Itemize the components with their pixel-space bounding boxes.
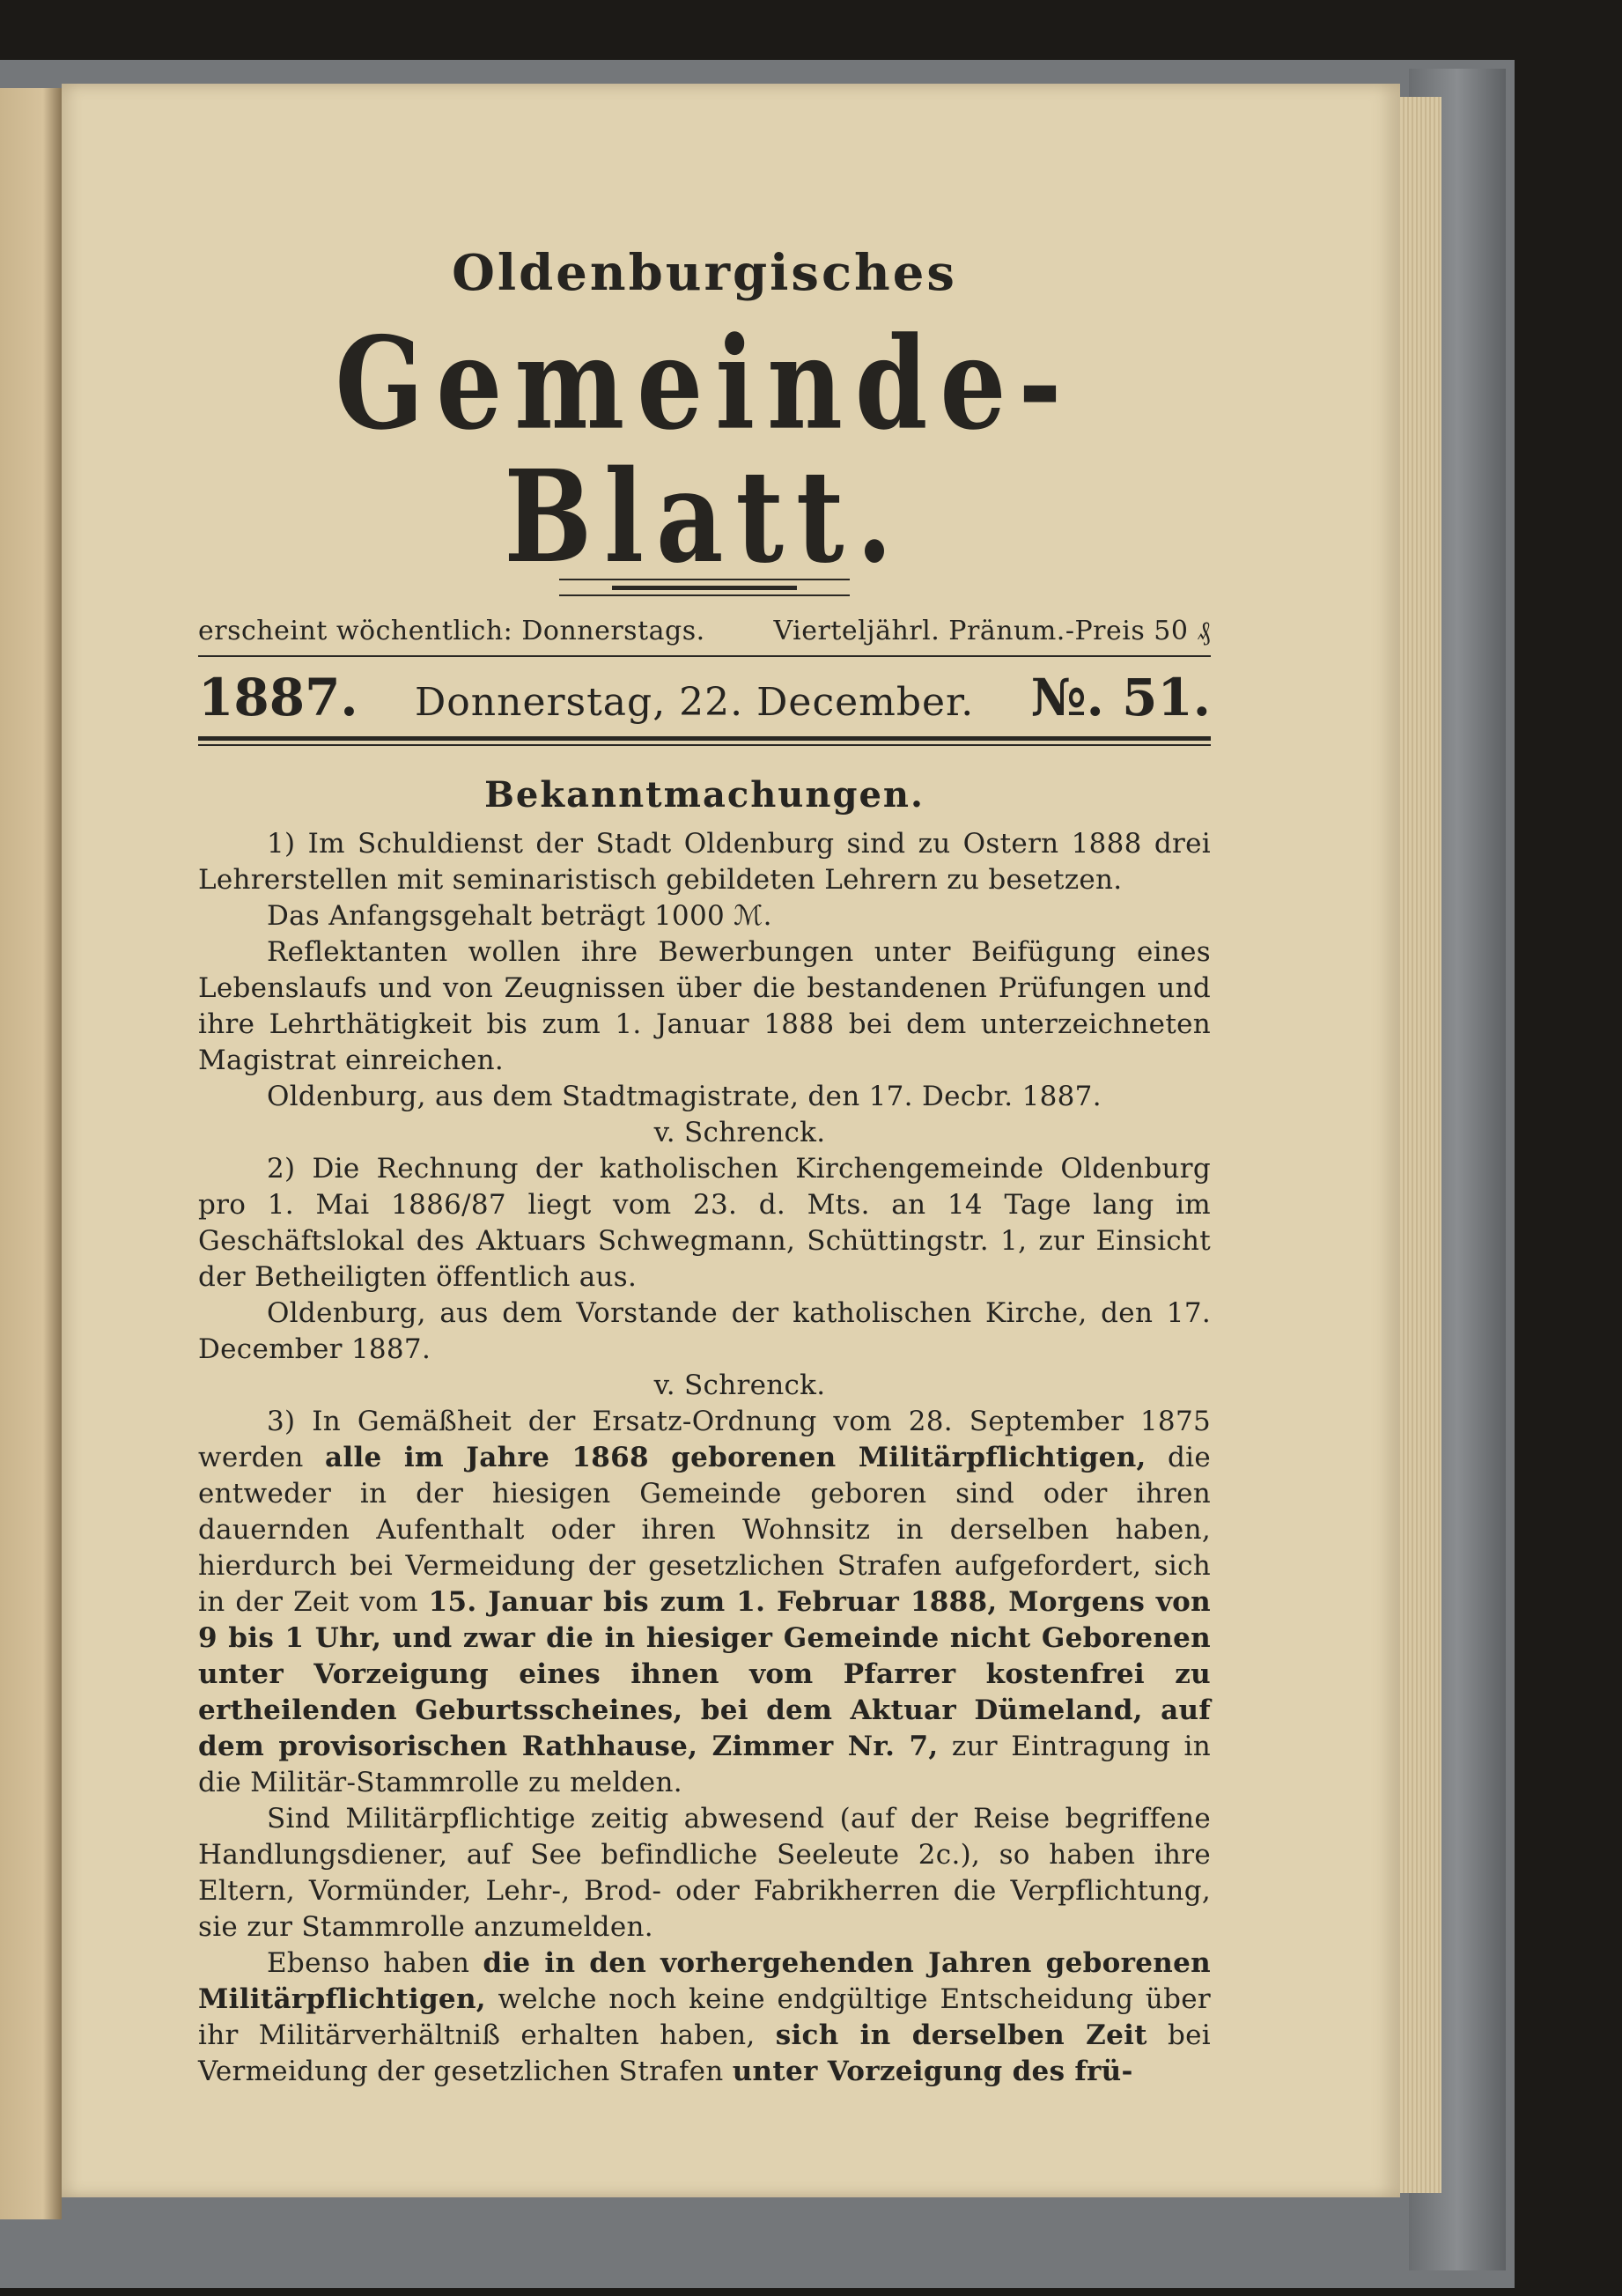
masthead-small-title: Oldenburgisches [452, 244, 957, 302]
notice-3-paragraph [198, 1404, 1211, 1801]
issue-year: 1887. [198, 668, 358, 728]
notice-2-place-date: Oldenburg, aus dem Vorstande der katholischen Kirche, den 17. December 1887. [198, 1297, 1211, 1366]
notice-1-paragraph: 1) Im Schuldienst der Stadt Oldenburg sind zu Ostern 1888 drei Lehrerstellen mit seminaristisch gebildeten Lehrern zu besetzen. [198, 828, 1211, 897]
page-content [198, 244, 1211, 2090]
notice-2-paragraph: 2) Die Rechnung der katholischen Kirchengemeinde Oldenburg pro 1. Mai 1886/87 liegt vom 23. d. Mts. an 14 Tage lang im Geschäftslokal des Aktuars Schwegmann, Schüttingstr. 1, zur Einsicht der Betheiligten öffentlich aus. [198, 1153, 1211, 1294]
newspaper-page [62, 84, 1400, 2197]
notice-1-salary: Das Anfangsgehalt beträgt 1000 ℳ. [267, 900, 772, 933]
masthead-title: Gemeinde-Blatt. [335, 307, 1074, 591]
page-stack-edges [1396, 97, 1441, 2193]
subscription-price: Vierteljährl. Pränum.-Preis 50 ₰ [773, 616, 1211, 647]
divider-thin [198, 744, 1211, 746]
notice-1-place-date: Oldenburg, aus dem Stadtmagistrate, den 17. Decbr. 1887. [267, 1081, 1102, 1113]
issue-date: Donnerstag, 22. December. [415, 680, 975, 726]
divider [198, 655, 1211, 657]
notice-3-text: die entweder in der hiesigen Gemeinde geboren sind oder ihren dauernden Aufenthalt oder ihren Wohnsitz in derselben haben, hierdurch bei Vermeidung der gesetzlichen Strafen aufgefordert, sich in der Zeit vom [198, 1442, 1211, 1619]
issue-number: №. 51. [1030, 668, 1211, 728]
notice-3-bold: 15. Januar bis zum 1. Februar 1888, Morgens von 9 bis 1 Uhr, und zwar die in hiesiger Gemeinde nicht Geborenen unter Vorzeigung eines ihnen vom Pfarrer kostenfrei zu ertheilenden Geburtsscheines, bei dem Aktuar Dümeland, auf dem provisorischen Rathhause, Zimmer Nr. 7, [198, 1586, 1211, 1763]
section-title: Bekanntmachungen. [484, 774, 925, 816]
masthead-ornament [559, 577, 850, 598]
notice-3-text: Ebenso haben [267, 1947, 483, 1980]
left-page-edge [0, 88, 62, 2219]
notice-3-text: bei Vermeidung der gesetzlichen Strafen [198, 2019, 1211, 2088]
notice-3-bold: alle im Jahre 1868 geborenen Militärpflichtigen, [325, 1442, 1146, 1474]
notice-2-signature: v. Schrenck. [653, 1369, 826, 1402]
notice-3-text: zur Eintragung in die Militär-Stammrolle zu melden. [198, 1731, 1211, 1799]
notice-3-absent-paragraph: Sind Militärpflichtige zeitig abwesend (auf der Reise begriffene Handlungsdiener, auf See befindliche Seeleute 2c.), so haben ihre Eltern, Vormünder, Lehr-, Brod- oder Fabrikherren die Verpflichtung, sie zur Stammrolle anzumelden. [198, 1803, 1211, 1944]
notice-1-signature: v. Schrenck. [653, 1117, 826, 1149]
divider-thick [198, 736, 1211, 741]
notice-1-instructions: Reflektanten wollen ihre Bewerbungen unter Beifügung eines Lebenslaufs und von Zeugnissen über die bestandenen Prüfungen und ihre Lehrthätigkeit bis zum 1. Januar 1888 bei dem unterzeichneten Magistrat einreichen. [198, 936, 1211, 1077]
notice-3-text: 3) In Gemäßheit der Ersatz-Ordnung vom 28. September 1875 werden [198, 1406, 1211, 1474]
publication-frequency: erscheint wöchentlich: Donnerstags. [198, 616, 705, 647]
notice-3-text: welche noch keine endgültige Entscheidung über ihr Militärverhältniß erhalten haben, [198, 1983, 1211, 2052]
notices-body [198, 826, 1211, 2090]
subheader [198, 616, 1211, 646]
dateline [198, 668, 1211, 727]
notice-3-prior-years-paragraph [198, 1945, 1211, 2090]
notice-3-bold: die in den vorhergehenden Jahren geborenen Militärpflichtigen, [198, 1947, 1211, 2016]
notice-3-bold: sich in derselben Zeit [775, 2019, 1147, 2052]
notice-3-bold: unter Vorzeigung des frü- [732, 2056, 1133, 2088]
